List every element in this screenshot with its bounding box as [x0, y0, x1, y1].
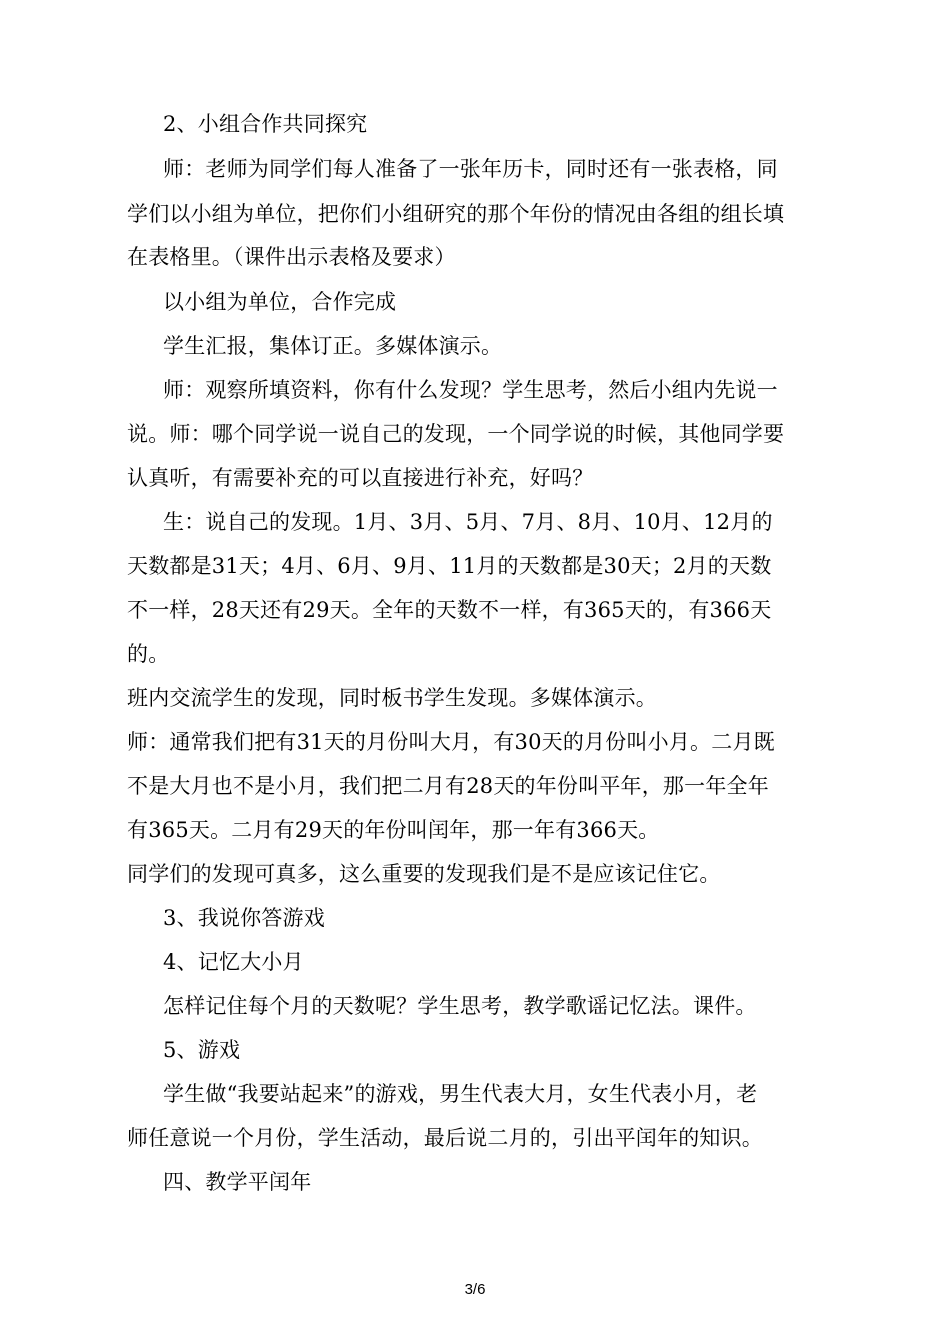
text-line: 说。师：哪个同学说一说自己的发现，一个同学说的时候，其他同学要 — [127, 422, 785, 446]
text-line: 以小组为单位，合作完成 — [163, 290, 397, 314]
text-line: 的。 — [127, 642, 170, 666]
text-line: 同学们的发现可真多，这么重要的发现我们是不是应该记住它。 — [127, 862, 721, 886]
text-line: 生：说自己的发现。1月、3月、5月、7月、8月、10月、12月的 — [163, 510, 773, 534]
text-line: 有365天。二月有29天的年份叫闰年，那一年有366天。 — [127, 818, 660, 842]
text-line: 师：通常我们把有31天的月份叫大月，有30天的月份叫小月。二月既 — [127, 730, 775, 754]
text-line: 学们以小组为单位，把你们小组研究的那个年份的情况由各组的组长填 — [127, 202, 785, 226]
text-line: 怎样记住每个月的天数呢？学生思考，教学歌谣记忆法。课件。 — [163, 994, 757, 1018]
text-line: 不一样，28天还有29天。全年的天数不一样，有365天的，有366天 — [127, 598, 772, 622]
text-line: 师任意说一个月份，学生活动，最后说二月的，引出平闰年的知识。 — [127, 1126, 763, 1150]
section-heading: 4、记忆大小月 — [163, 950, 304, 974]
section-heading: 四、教学平闰年 — [163, 1170, 312, 1194]
text-line: 师：老师为同学们每人准备了一张年历卡，同时还有一张表格，同 — [163, 157, 778, 181]
text-line: 认真听，有需要补充的可以直接进行补充，好吗？ — [127, 466, 594, 490]
text-line: 学生汇报，集体订正。多媒体演示。 — [163, 334, 503, 358]
text-line: 师：观察所填资料，你有什么发现？学生思考，然后小组内先说一 — [163, 378, 778, 402]
page-number: 3/6 — [464, 1281, 486, 1298]
text-line: 天数都是31天；4月、6月、9月、11月的天数都是30天；2月的天数 — [127, 554, 772, 578]
section-heading: 5、游戏 — [163, 1038, 241, 1062]
text-line: 不是大月也不是小月，我们把二月有28天的年份叫平年，那一年全年 — [127, 774, 769, 798]
text-line: 2、小组合作共同探究 — [163, 112, 368, 136]
section-heading: 3、我说你答游戏 — [163, 906, 325, 930]
text-line: 在表格里。（课件出示表格及要求） — [127, 245, 456, 269]
text-line: 学生做“我要站起来”的游戏，男生代表大月，女生代表小月，老 — [163, 1082, 758, 1106]
text-line: 班内交流学生的发现，同时板书学生发现。多媒体演示。 — [127, 686, 657, 710]
